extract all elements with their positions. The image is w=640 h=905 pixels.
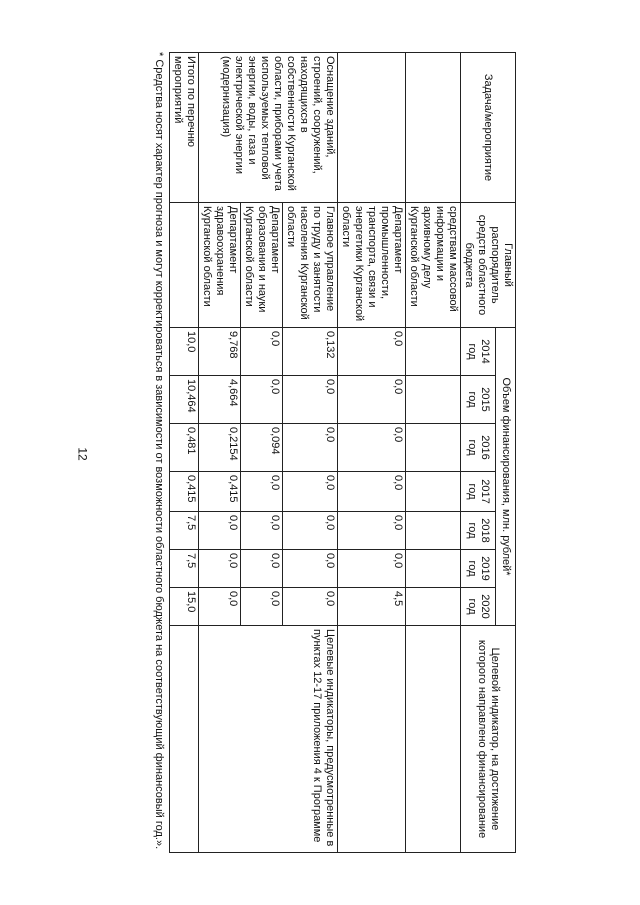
recipient-cell: Департамент здравоохранения Курганской области	[199, 203, 241, 328]
total-value: 0,481	[170, 424, 199, 472]
value-cell: 0,0	[241, 512, 283, 550]
value-cell: 0,415	[199, 472, 241, 512]
value-cell: 0,0	[338, 424, 406, 472]
value-cell: 0,132	[283, 328, 338, 376]
value-cell: 0,2154	[199, 424, 241, 472]
recipient-cell: Департамент промышленности, транспорта, связи и энергетики Курганской области	[338, 203, 406, 328]
value-cell: 4,5	[338, 588, 406, 626]
recipient-cell: Департамент образования и науки Курганской области	[241, 203, 283, 328]
value-cell	[406, 550, 461, 588]
table-row	[338, 53, 406, 853]
value-cell: 0,0	[283, 424, 338, 472]
footnote: * Средства носят характер прогноза и могут корректироваться в зависимости от возможности областного бюджета на соответствующий финансовый год.».	[153, 52, 165, 850]
total-value: 10,0	[170, 328, 199, 376]
year-header: 2016 год	[461, 424, 496, 472]
value-cell: 4,664	[199, 376, 241, 424]
value-cell	[406, 512, 461, 550]
total-value: 10,464	[170, 376, 199, 424]
table-row	[406, 53, 461, 853]
value-cell: 0,0	[283, 512, 338, 550]
financing-table	[169, 52, 516, 853]
value-cell: 0,0	[241, 472, 283, 512]
total-value: 15,0	[170, 588, 199, 626]
value-cell: 0,0	[338, 512, 406, 550]
year-header: 2014 год	[461, 328, 496, 376]
year-header: 2018 год	[461, 512, 496, 550]
year-header: 2017 год	[461, 472, 496, 512]
rotated-page	[96, 52, 516, 852]
table-area	[96, 52, 516, 852]
total-value: 0,415	[170, 472, 199, 512]
value-cell: 0,0	[241, 328, 283, 376]
recipient-cell: Главное управление по труду и занятости населения Курганской области	[283, 203, 338, 328]
value-cell	[406, 588, 461, 626]
year-header: 2019 год	[461, 550, 496, 588]
page-number: 12	[75, 447, 90, 461]
value-cell: 0,0	[241, 376, 283, 424]
total-value: 7,5	[170, 550, 199, 588]
value-cell: 0,0	[283, 588, 338, 626]
total-target-empty	[170, 626, 199, 853]
task-cell-empty	[406, 53, 461, 203]
value-cell: 0,0	[338, 376, 406, 424]
year-header: 2015 год	[461, 376, 496, 424]
target-cell-empty	[406, 626, 461, 853]
value-cell	[406, 328, 461, 376]
value-cell: 9,768	[199, 328, 241, 376]
total-value: 7,5	[170, 512, 199, 550]
table-row	[283, 53, 338, 853]
year-header: 2020 год	[461, 588, 496, 626]
value-cell: 0,0	[283, 376, 338, 424]
value-cell: 0,0	[338, 328, 406, 376]
target-header: Целевой индикатор, на достижение которого направлено финансирование	[461, 626, 516, 853]
value-cell: 0,094	[241, 424, 283, 472]
header-row	[496, 53, 516, 853]
total-recipient-empty	[170, 203, 199, 328]
value-cell	[406, 376, 461, 424]
value-cell: 0,0	[338, 550, 406, 588]
task-cell: Оснащение зданий, строений, сооружений, находящихся в собственности Курганской области, приборами учета используемых тепловой энергии, воды, газа и электрической энергии (модернизация)	[199, 53, 338, 203]
value-cell: 0,0	[283, 472, 338, 512]
target-cell: Целевые индикаторы, предусмотренные в пунктах 12-17 приложения 4 к Программе	[199, 626, 338, 853]
task-header: Задача/мероприятие	[461, 53, 516, 203]
value-cell: 0,0	[199, 588, 241, 626]
recipient-cell: средствам массовой информации и архивному делу Курганской области	[406, 203, 461, 328]
value-cell: 0,0	[338, 472, 406, 512]
volume-header: Объем финансирования, млн. рублей*	[496, 328, 516, 626]
value-cell: 0,0	[199, 512, 241, 550]
value-cell	[406, 472, 461, 512]
target-cell-empty	[338, 626, 406, 853]
value-cell	[406, 424, 461, 472]
total-row	[170, 53, 199, 853]
recipient-header: Главный распорядитель средств областного бюджета	[461, 203, 516, 328]
task-cell-empty	[338, 53, 406, 203]
total-label: Итого по перечню мероприятий	[170, 53, 199, 203]
value-cell: 0,0	[283, 550, 338, 588]
value-cell: 0,0	[241, 588, 283, 626]
value-cell: 0,0	[241, 550, 283, 588]
value-cell: 0,0	[199, 550, 241, 588]
